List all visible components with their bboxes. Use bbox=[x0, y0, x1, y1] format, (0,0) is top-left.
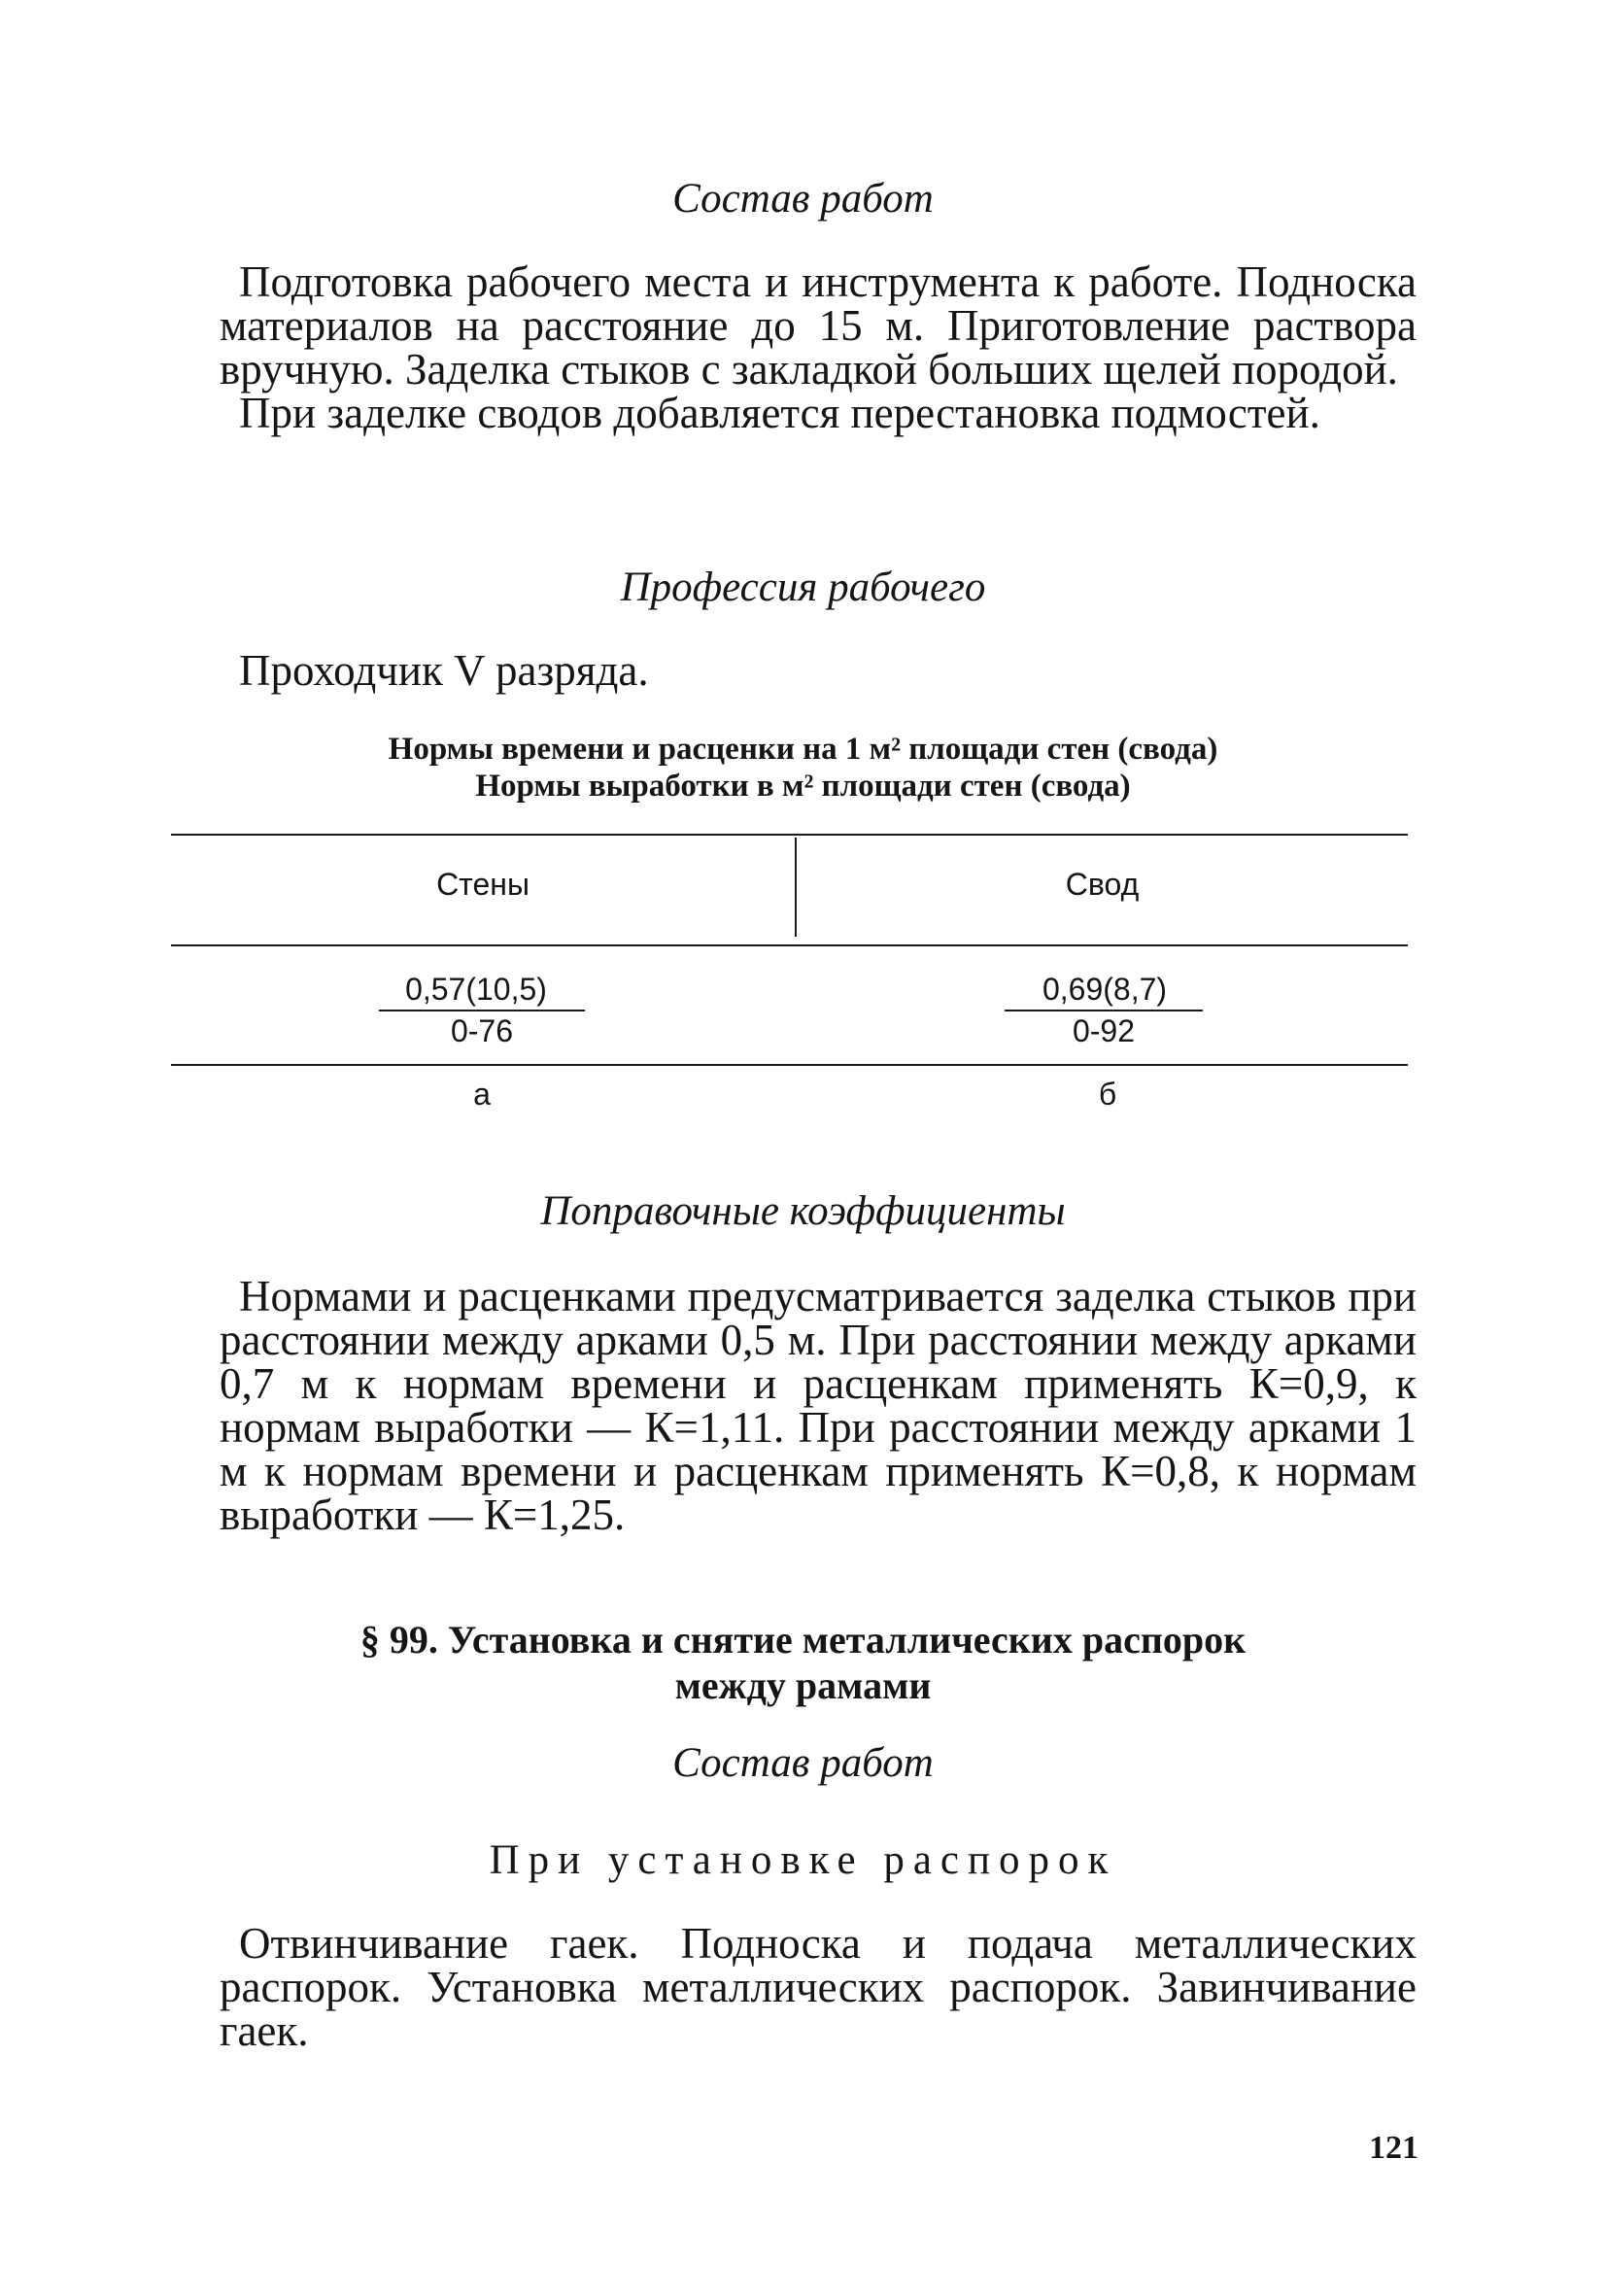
coefficients-heading: Поправочные коэффициенты bbox=[540, 1188, 1066, 1234]
table-bottom-rule bbox=[171, 1064, 1408, 1066]
coefficients-text-block bbox=[220, 1272, 1417, 1539]
coefficients-paragraph: Нормами и расценками предусматривается заделка стыков при расстоянии между арками 0,5 м. При расстоянии между арками 0,7 м к нормам времени и расценкам применять К=0,9, к нормам выработки — К=1,11. При расстоянии между арками 1 м к нормам времени и расценкам применять К=0,8, к нормам выработки — К=1,25. bbox=[220, 1272, 1417, 1539]
table-caption-line-2: Нормы выработки в м² площади стен (свода) bbox=[475, 769, 1131, 804]
composition-heading-2: Состав работ bbox=[672, 1740, 934, 1786]
composition-paragraph: Подготовка рабочего места и инструмента к работе. Подноска материалов на расстояние до 15 м. Приготовление раствора вручную. Заделка стыков с закладкой больших щелей породой. bbox=[220, 257, 1417, 394]
installation-subheading: При установке распорок bbox=[489, 1837, 1117, 1883]
installation-text-block bbox=[220, 1919, 1417, 2055]
installation-paragraph: Отвинчивание гаек. Подноска и подача металлических распорок. Установка металлических распорок. Завинчивание гаек. bbox=[220, 1919, 1417, 2055]
composition-paragraph: При заделке сводов добавляется перестановка подмостей. bbox=[239, 389, 1320, 437]
section-99-title-line-1: § 99. Установка и снятие металлических распорок bbox=[359, 1618, 1247, 1662]
table-top-rule bbox=[171, 834, 1408, 836]
composition-text-block bbox=[220, 257, 1417, 437]
table-column-letter-b: б bbox=[1098, 1077, 1117, 1112]
table-cell-vault-numerator: 0,69(8,7) bbox=[1042, 972, 1168, 1007]
table-header-walls: Стены bbox=[436, 867, 530, 902]
table-column-letter-a: а bbox=[473, 1077, 491, 1112]
profession-text-block bbox=[220, 646, 1417, 695]
table-caption-line-1: Нормы времени и расценки на 1 м² площади стен (свода) bbox=[388, 732, 1218, 767]
section-99-title-line-2: между рамами bbox=[674, 1663, 932, 1707]
profession-heading: Профессия рабочего bbox=[620, 565, 986, 610]
table-cell-walls-numerator: 0,57(10,5) bbox=[405, 972, 547, 1007]
page-number: 121 bbox=[1369, 2130, 1418, 2166]
table-cell-walls-denominator: 0-76 bbox=[450, 1013, 514, 1048]
profession-text: Проходчик V разряда. bbox=[239, 646, 649, 695]
composition-heading: Состав работ bbox=[672, 176, 934, 222]
fraction-bar bbox=[1005, 1010, 1203, 1011]
table-header-vault: Свод bbox=[1065, 867, 1140, 902]
table-cell-vault-denominator: 0-92 bbox=[1072, 1013, 1136, 1048]
fraction-bar bbox=[379, 1010, 585, 1011]
table-header-rule bbox=[171, 944, 1408, 946]
